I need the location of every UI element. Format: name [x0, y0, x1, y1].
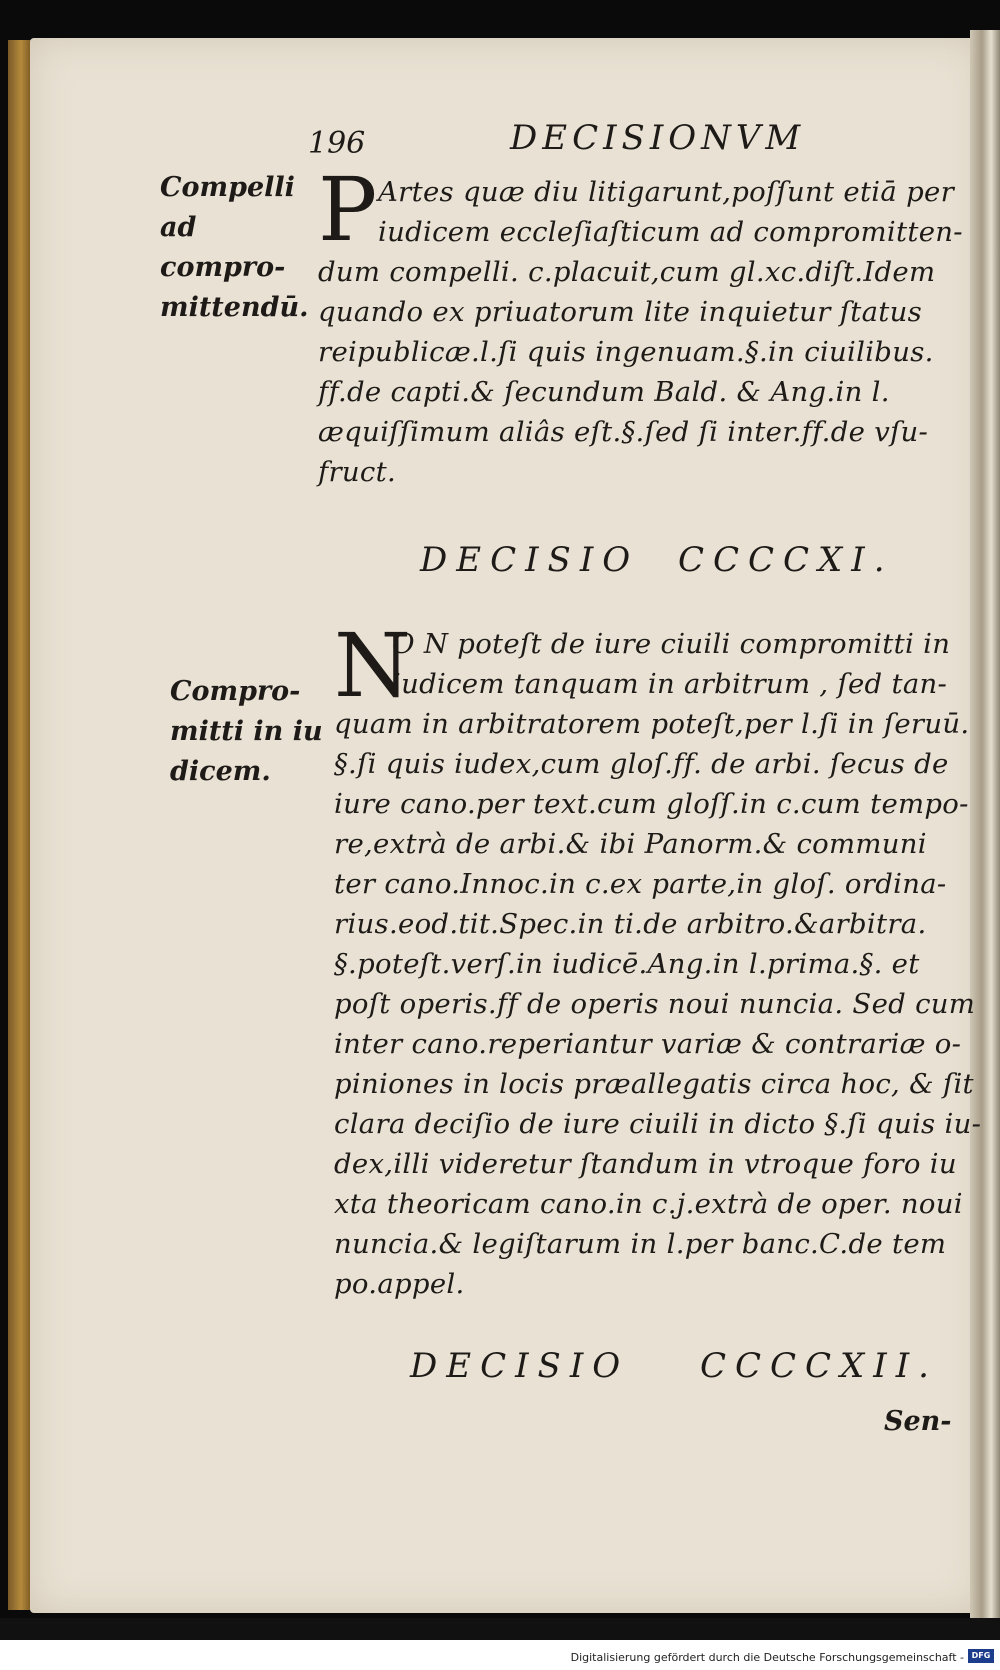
digitization-credit: Digitalisierung gefördert durch die Deutsche Forschungsgemeinschaft - [570, 1651, 964, 1664]
text-line: iudicem tanquam in arbitrum , ſed tan- [392, 668, 948, 700]
margin-note-line: Compro- [170, 676, 301, 707]
catchword: Sen- [884, 1406, 952, 1437]
margin-note-line: dicem. [170, 756, 271, 787]
running-title: DECISIONVM [510, 118, 806, 158]
text-line: ter cano.Innoc.in c.ex parte,in gloſ. ordina- [334, 868, 947, 900]
text-line: dum compelli. c.placuit,cum gl.xc.diſt.Idem [318, 256, 936, 288]
text-line: ff.de capti.& ſecundum Bald. & Ang.in l. [318, 376, 890, 408]
text-line: nuncia.& legiſtarum in l.per banc.C.de tem [334, 1228, 947, 1260]
text-line: inter cano.reperiantur variæ & contrariæ o- [334, 1028, 962, 1060]
margin-note-line: ad compro- [160, 212, 286, 283]
decision-heading-number: CCCCXI. [678, 540, 894, 580]
text-line: O N poteſt de iure ciuili compromitti in [392, 628, 951, 660]
margin-note-line: mittendū. [160, 292, 309, 323]
text-line: xta theoricam cano.in c.j.extrà de oper. noui [334, 1188, 963, 1220]
text-line: piniones in locis præallegatis circa hoc, & ſit [334, 1068, 974, 1100]
text-line: reipublicæ.l.ſi quis ingenuam.§.in ciuilibus. [318, 336, 934, 368]
page-number: 196 [308, 126, 366, 161]
text-line: clara deciſio de iure ciuili in dicto §.ſi quis iu- [334, 1108, 982, 1140]
text-line: §.ſi quis iudex,cum gloſ.ff. de arbi. ſecus de [334, 748, 949, 780]
scan-border [0, 1618, 1000, 1640]
text-line: quam in arbitratorem poteſt,per l.ſi in ſeruū. [334, 708, 970, 740]
text-line: quando ex priuatorum lite inquietur ſtatus [318, 296, 923, 328]
margin-note-1 [160, 168, 320, 328]
text-line: fruct. [318, 456, 397, 488]
decision-heading-left: DECISIO [410, 1346, 630, 1386]
text-line: dex,illi videretur ſtandum in vtroque foro iu [334, 1148, 957, 1180]
margin-note-2 [170, 672, 330, 792]
page-edges [970, 30, 1000, 1620]
text-line: iure cano.per text.cum gloſſ.in c.cum tempo- [334, 788, 969, 820]
decision-heading-number: CCCCXII. [700, 1346, 938, 1386]
decision-heading-left: DECISIO [420, 540, 640, 580]
dropcap-n: N [334, 614, 411, 717]
text-line: Artes quæ diu litigarunt,poſſunt etiā per [378, 176, 955, 208]
text-line: æquiſſimum aliâs eſt.§.ſed ſi inter.ff.de vſu- [318, 416, 929, 448]
dropcap-p: P [318, 158, 378, 261]
dfg-logo: DFG [968, 1649, 994, 1663]
text-line: §.poteſt.verſ.in iudicē.Ang.in l.prima.§. et [334, 948, 920, 980]
text-line: po.appel. [334, 1268, 465, 1300]
text-line: re,extrà de arbi.& ibi Panorm.& communi [334, 828, 927, 860]
margin-note-line: mitti in iu [170, 716, 323, 747]
text-line: iudicem eccleſiaſticum ad compromitten- [378, 216, 963, 248]
margin-note-line: Compelli [160, 172, 295, 203]
text-line: rius.eod.tit.Spec.in ti.de arbitro.&arbitra. [334, 908, 927, 940]
text-line: poſt operis.ff de operis noui nuncia. Sed cum [334, 988, 976, 1020]
